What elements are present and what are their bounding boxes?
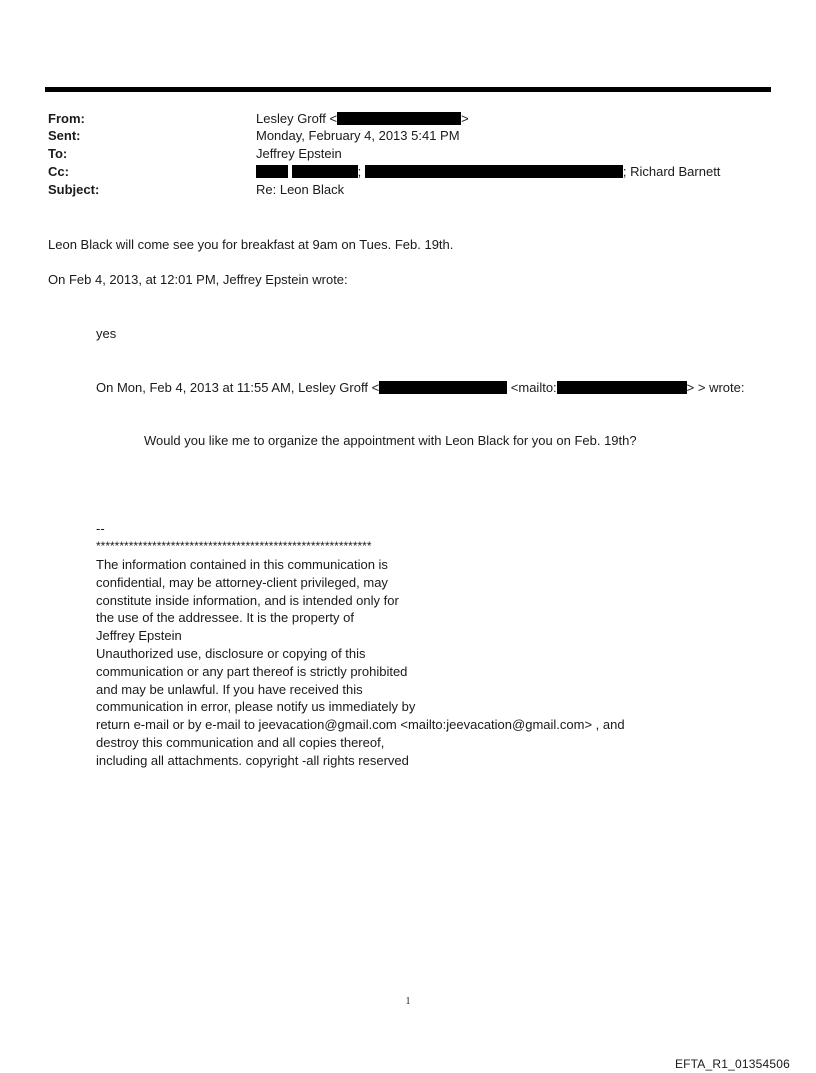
quote-intro: On Feb 4, 2013, at 12:01 PM, Jeffrey Epstein wrote:: [48, 272, 348, 287]
redaction-block: [292, 165, 358, 178]
redaction-block: [365, 165, 623, 178]
to-value: Jeffrey Epstein: [256, 146, 342, 161]
signature-dashes: --: [96, 521, 105, 536]
disclaimer-line: Jeffrey Epstein: [96, 628, 182, 644]
reply-text: yes: [96, 326, 117, 341]
disclaimer-text: [96, 556, 625, 770]
header-rule: [45, 87, 771, 92]
subject-value: Re: Leon Black: [256, 182, 345, 197]
disclaimer-line: confidential, may be attorney-client privileged, may: [96, 574, 388, 590]
cc-separator: ;: [357, 164, 362, 179]
disclaimer-line: including all attachments. copyright -all rights reserved: [96, 752, 409, 768]
disclaimer-line: communication or any part thereof is strictly prohibited: [96, 663, 408, 679]
redaction-block: [337, 112, 461, 125]
from-name: Lesley Groff <: [256, 111, 338, 126]
disclaimer-line: the use of the addressee. It is the property of: [96, 610, 354, 626]
disclaimer-line: Unauthorized use, disclosure or copying of this: [96, 645, 366, 661]
to-label: To:: [48, 146, 68, 161]
sent-label: Sent:: [48, 128, 81, 143]
cc-richard-barnett: ; Richard Barnett: [622, 164, 721, 179]
redaction-block: [379, 381, 507, 394]
disclaimer-line: The information contained in this communication is: [96, 557, 388, 572]
cc-label: Cc:: [48, 164, 69, 179]
redaction-block: [557, 381, 687, 394]
nested-question: Would you like me to organize the appointment with Leon Black for you on Feb. 19th?: [144, 433, 637, 448]
asterisk-separator: ***********************************************************: [96, 539, 372, 553]
from-close: >: [461, 111, 469, 126]
nested-intro-end: > > wrote:: [686, 380, 745, 395]
subject-label: Subject:: [48, 182, 100, 197]
nested-quote-intro: [96, 379, 744, 396]
disclaimer-line: constitute inside information, and is intended only for: [96, 592, 399, 608]
sent-value: Monday, February 4, 2013 5:41 PM: [256, 128, 460, 143]
body-line-1: Leon Black will come see you for breakfast at 9am on Tues. Feb. 19th.: [48, 237, 454, 252]
disclaimer-line: communication in error, please notify us immediately by: [96, 699, 416, 715]
from-value: [256, 110, 469, 127]
page-number: 1: [405, 996, 411, 1007]
nested-intro-start: On Mon, Feb 4, 2013 at 11:55 AM, Lesley Groff <: [96, 380, 380, 395]
disclaimer-line: and may be unlawful. If you have received this: [96, 681, 363, 697]
disclaimer-line: return e-mail or by e-mail to jeevacation@gmail.com <mailto:jeevacation@gmail.com> , and: [96, 717, 625, 733]
redaction-block: [256, 165, 288, 178]
cc-value: [256, 163, 720, 180]
nested-intro-mailto: <mailto:: [510, 380, 557, 395]
document-id: EFTA_R1_01354506: [674, 1057, 790, 1071]
from-label: From:: [48, 111, 85, 126]
disclaimer-line: destroy this communication and all copies thereof,: [96, 734, 385, 750]
